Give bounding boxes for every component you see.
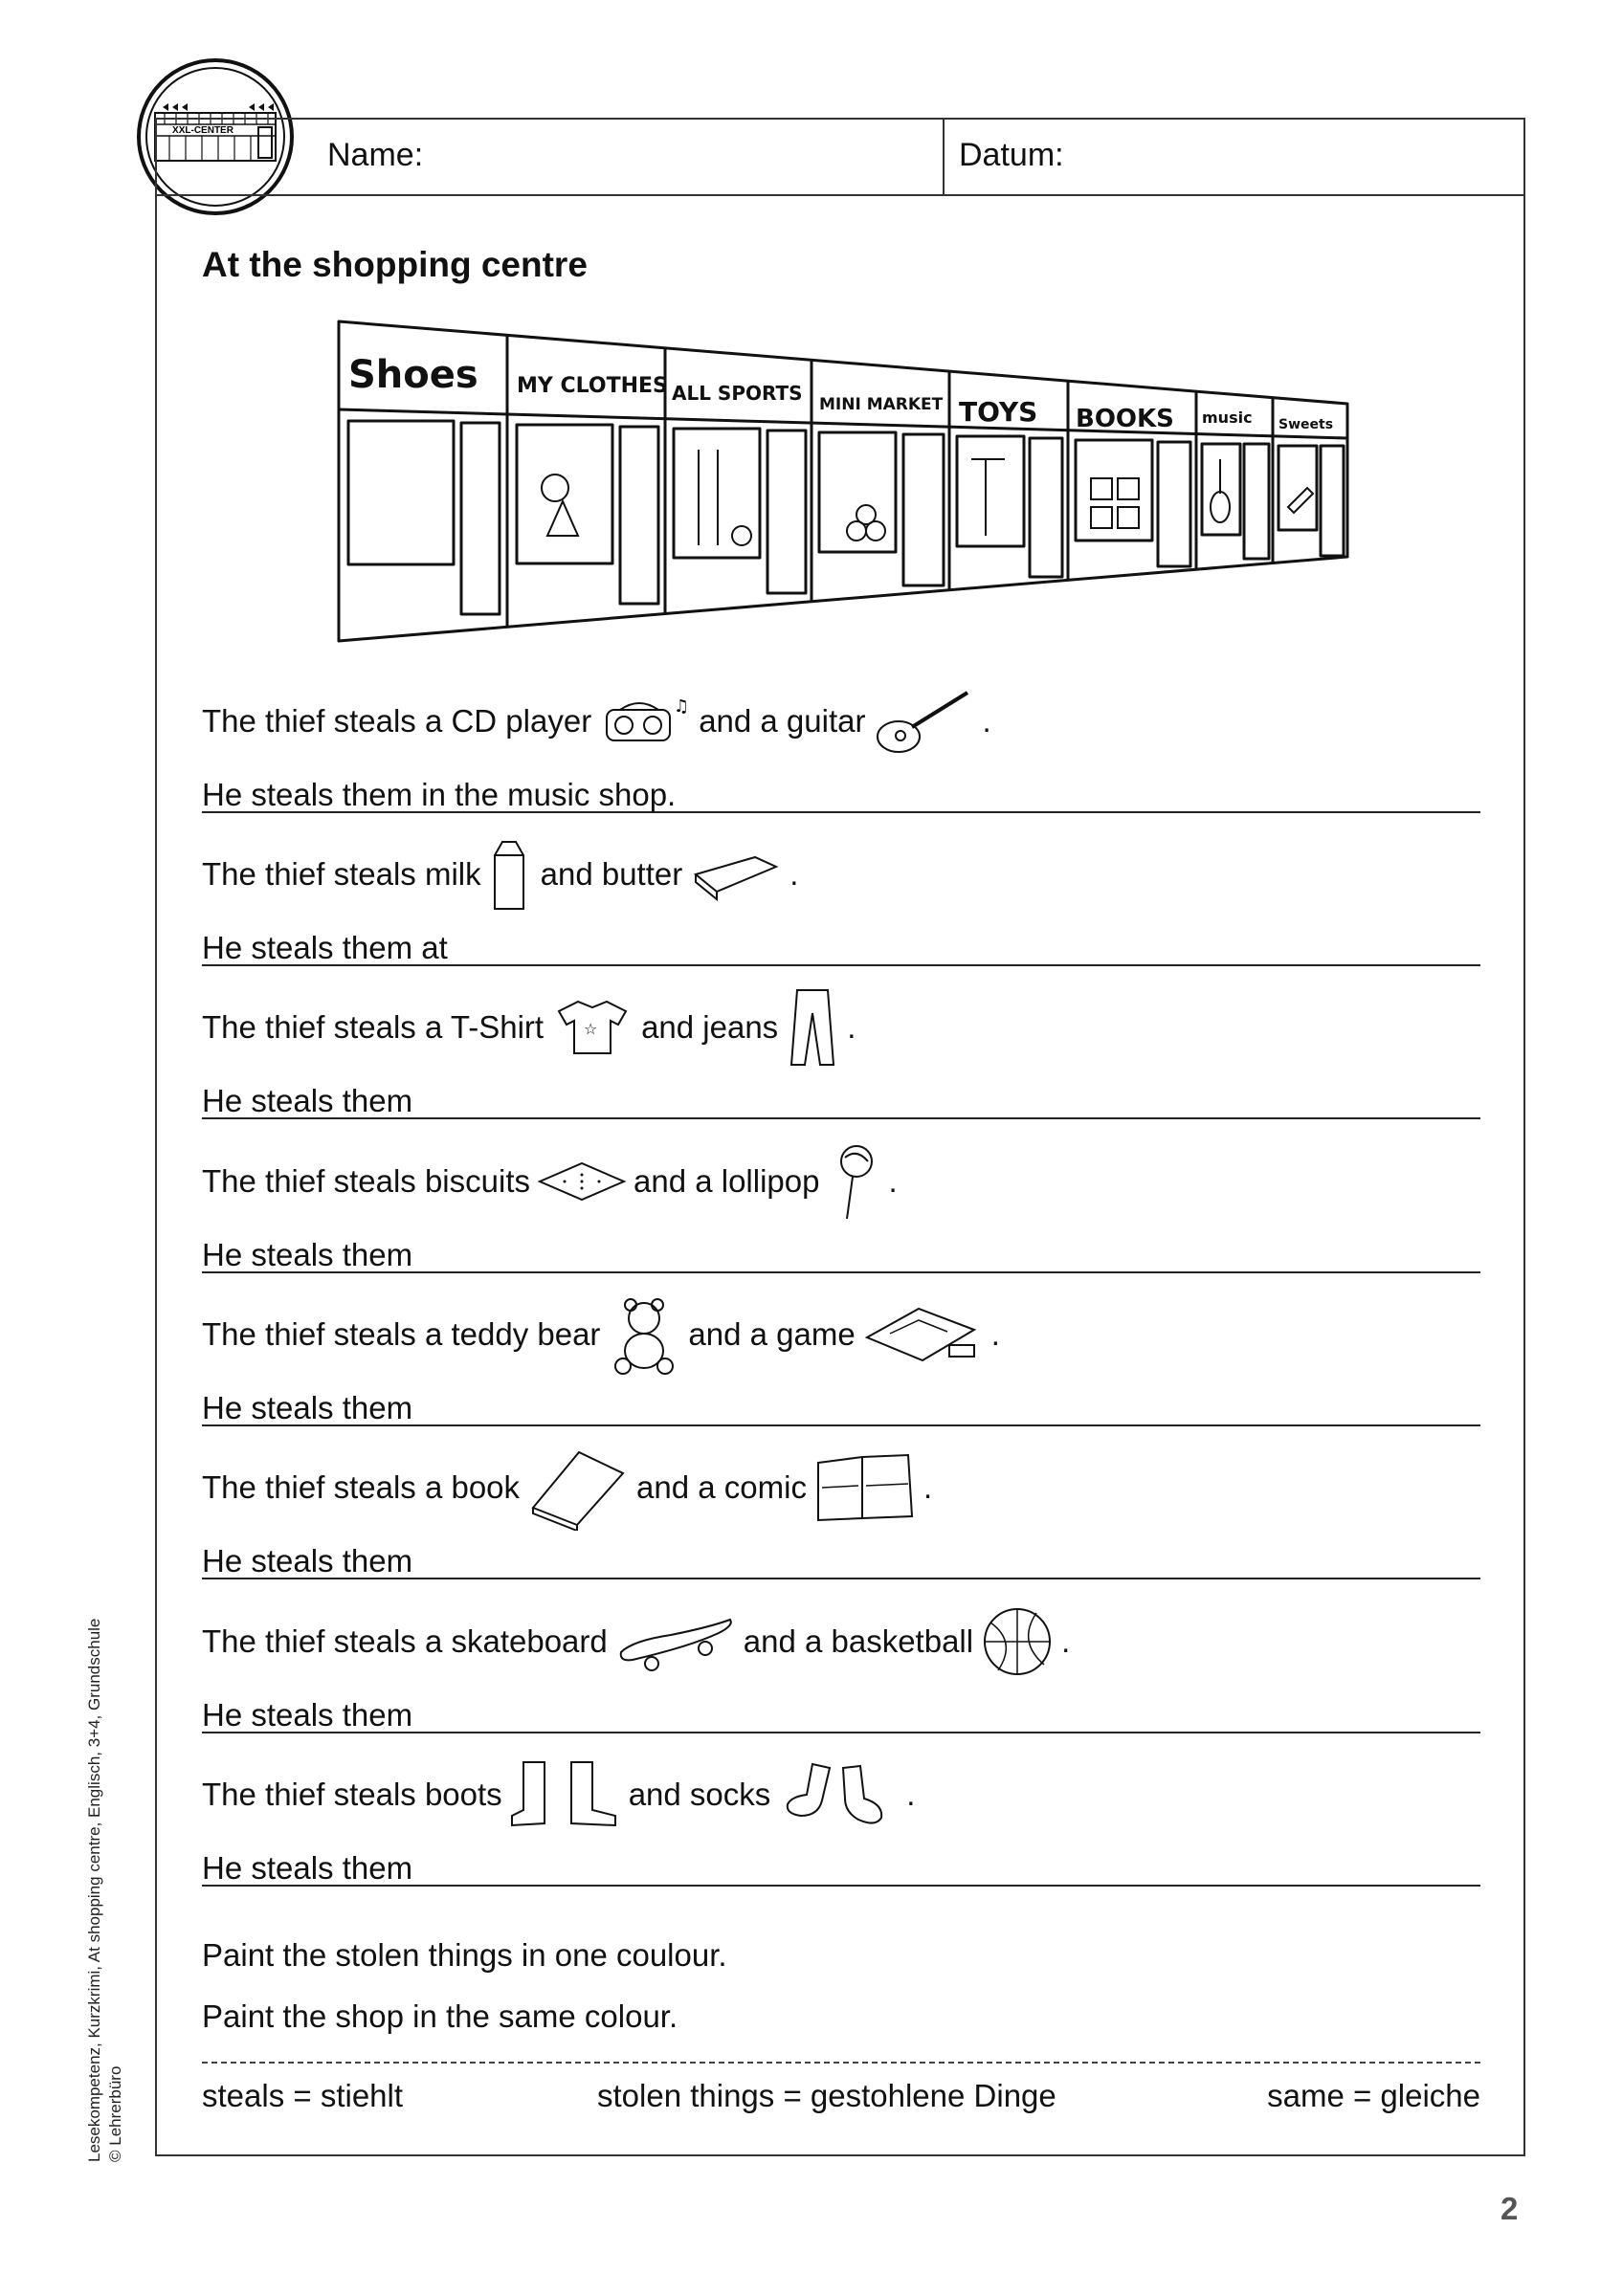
answer-line[interactable]: He steals them xyxy=(202,1837,1480,1887)
answer-line[interactable]: He steals them xyxy=(202,1377,1480,1426)
milk-carton-icon xyxy=(487,836,535,913)
sidebar-line-1: Lesekompetenz, Kurzkrimi, At shopping centre, Englisch, 3+4, Grundschule xyxy=(85,1618,103,2162)
book-icon xyxy=(525,1445,631,1531)
header-row xyxy=(155,118,1525,196)
date-label: Datum: xyxy=(959,137,1064,173)
copyright-sidebar xyxy=(84,1619,126,2162)
shop-sign-books: BOOKS xyxy=(1076,405,1174,433)
shop-sign-music: music xyxy=(1202,408,1253,427)
svg-text:XXL-CENTER: XXL-CENTER xyxy=(172,125,233,136)
answer-line[interactable]: He steals them at xyxy=(202,916,1480,966)
cd-player-icon xyxy=(597,693,693,750)
shop-sign-toys: TOYS xyxy=(959,396,1038,428)
answer-line[interactable]: He steals them in the music shop. xyxy=(202,763,1480,813)
vocab-steals: steals = stiehlt xyxy=(202,2078,404,2113)
answer-line[interactable]: He steals them xyxy=(202,1530,1480,1579)
comic-icon xyxy=(812,1449,918,1526)
vocab-stolen-things: stolen things = gestohlene Dinge xyxy=(597,2078,1056,2113)
exercise-sentence: The thief steals biscuits and a lollipop . xyxy=(202,1153,898,1210)
exercise-sentence: The thief steals a T-Shirt ☆ and jeans . xyxy=(202,999,856,1056)
butter-icon xyxy=(688,846,784,903)
t-shirt-icon xyxy=(549,994,635,1061)
header-divider xyxy=(943,118,945,194)
page-number: 2 xyxy=(1501,2191,1519,2226)
answer-line[interactable]: He steals them xyxy=(202,1684,1480,1733)
dashed-divider xyxy=(202,2062,1480,2064)
exercise-sentence: The thief steals a book and a comic . xyxy=(202,1459,932,1516)
guitar-icon xyxy=(872,683,977,760)
svg-text:☆: ☆ xyxy=(584,1020,598,1038)
shopping-centre-illustration xyxy=(335,316,1349,647)
shop-sign-shoes: Shoes xyxy=(348,353,478,397)
name-label: Name: xyxy=(327,137,424,173)
jeans-icon xyxy=(784,984,841,1071)
shop-sign-clothes: MY CLOTHES xyxy=(517,374,668,398)
exercise-sentence: The thief steals a teddy bear and a game . xyxy=(202,1306,1000,1363)
shop-sign-sports: ALL SPORTS xyxy=(672,382,803,405)
shop-sign-market: MINI MARKET xyxy=(819,395,944,414)
answer-line[interactable]: He steals them xyxy=(202,1224,1480,1273)
instruction-2: Paint the shop in the same colour. xyxy=(202,1998,678,2034)
shop-sign-sweets: Sweets xyxy=(1278,417,1334,432)
sidebar-line-2: © Lehrerbüro xyxy=(106,2065,124,2162)
lollipop-icon xyxy=(826,1138,883,1225)
instruction-1: Paint the stolen things in one coulour. xyxy=(202,1937,727,1973)
svg-text:♫: ♫ xyxy=(674,696,690,717)
boots-icon xyxy=(508,1756,623,1833)
exercise-sentence: The thief steals a skateboard and a basketball . xyxy=(202,1613,1070,1670)
basketball-icon xyxy=(979,1603,1056,1680)
board-game-icon xyxy=(861,1301,986,1368)
vocab-same: same = gleiche xyxy=(1267,2078,1480,2113)
exercise-sentence: The thief steals milk and butter . xyxy=(202,846,798,903)
exercise-sentence: The thief steals a CD player ♫ and a guitar . xyxy=(202,693,991,750)
teddy-bear-icon xyxy=(606,1292,682,1378)
skateboard-icon xyxy=(613,1608,738,1675)
page-title: At the shopping centre xyxy=(202,245,588,284)
answer-line[interactable]: He steals them xyxy=(202,1070,1480,1119)
exercise-sentence: The thief steals boots and socks . xyxy=(202,1766,915,1823)
socks-icon xyxy=(776,1756,900,1833)
biscuit-icon xyxy=(536,1158,628,1205)
